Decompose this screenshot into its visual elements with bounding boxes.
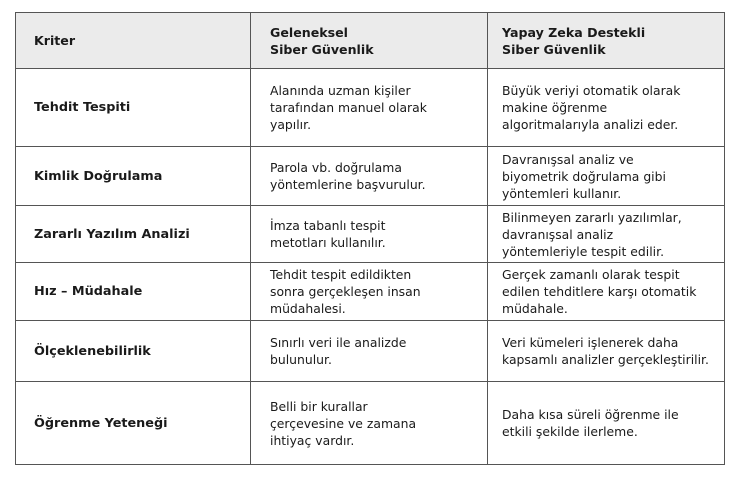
header-ai-line: Siber Güvenlik <box>502 41 606 57</box>
ai-cell <box>488 69 725 147</box>
ai-cell <box>488 321 725 382</box>
table-row <box>16 69 725 147</box>
table-row <box>16 263 725 321</box>
comparison-table <box>15 12 725 465</box>
cell-line: Veri kümeleri işlenerek daha <box>502 335 679 350</box>
cell-line: metotları kullanılır. <box>270 235 386 250</box>
header-ai-line: Yapay Zeka Destekli <box>502 24 646 40</box>
cell-line: tarafından manuel olarak <box>270 100 427 115</box>
header-ai <box>488 13 725 69</box>
header-traditional-line: Geleneksel <box>270 24 348 40</box>
cell-line: Büyük veriyi otomatik olarak <box>502 83 681 98</box>
traditional-cell <box>251 206 488 263</box>
cell-line: yöntemleriyle tespit edilir. <box>502 243 665 259</box>
cell-line: müdahale. <box>502 301 568 316</box>
traditional-cell <box>251 147 488 206</box>
criterion-label: Hız – Müdahale <box>34 284 143 299</box>
cell-line: biyometrik doğrulama gibi <box>502 168 666 184</box>
cell-line: edilen tehditlere karşı otomatik <box>502 284 697 299</box>
traditional-cell <box>251 263 488 321</box>
header-traditional-line: Siber Güvenlik <box>270 41 374 57</box>
criterion-label: Öğrenme Yeteneği <box>34 415 168 431</box>
cell-line: yöntemleri kullanır. <box>502 185 622 201</box>
criterion-label: Kimlik Doğrulama <box>34 168 163 184</box>
cell-line: algoritmalarıyla analizi eder. <box>502 117 679 132</box>
cell-line: Gerçek zamanlı olarak tespit <box>502 267 680 282</box>
cell-line: Daha kısa süreli öğrenme ile <box>502 407 679 422</box>
cell-line: bulunulur. <box>270 352 332 367</box>
ai-cell <box>488 263 725 321</box>
criterion-cell <box>16 206 251 263</box>
cell-line: makine öğrenme <box>502 100 608 115</box>
header-traditional <box>251 13 488 69</box>
table-header-row <box>16 13 725 69</box>
table-row <box>16 321 725 382</box>
cell-line: yöntemlerine başvurulur. <box>270 177 426 192</box>
cell-line: İmza tabanlı tespit <box>270 218 386 233</box>
cell-line: Bilinmeyen zararlı yazılımlar, <box>502 209 682 225</box>
cell-line: çerçevesine ve zamana <box>270 415 417 431</box>
criterion-cell <box>16 321 251 382</box>
cell-line: Belli bir kurallar <box>270 398 368 414</box>
criterion-label: Tehdit Tespiti <box>34 100 131 115</box>
cell-line: yapılır. <box>270 117 312 132</box>
traditional-cell <box>251 321 488 382</box>
criterion-cell <box>16 382 251 465</box>
criterion-cell <box>16 147 251 206</box>
traditional-cell <box>251 69 488 147</box>
criterion-label: Zararlı Yazılım Analizi <box>34 226 190 242</box>
cell-line: Parola vb. doğrulama <box>270 160 402 175</box>
criterion-cell <box>16 263 251 321</box>
cell-line: Sınırlı veri ile analizde <box>270 335 407 350</box>
ai-cell <box>488 382 725 465</box>
cell-line: müdahalesi. <box>270 301 346 316</box>
ai-cell <box>488 206 725 263</box>
table-row <box>16 147 725 206</box>
cell-line: ihtiyaç vardır. <box>270 432 355 448</box>
table-row <box>16 382 725 465</box>
cell-line: Alanında uzman kişiler <box>270 83 411 98</box>
cell-line: sonra gerçekleşen insan <box>270 284 421 299</box>
traditional-cell <box>251 382 488 465</box>
criterion-cell <box>16 69 251 147</box>
criterion-label: Ölçeklenebilirlik <box>34 343 151 359</box>
cell-line: davranışsal analiz <box>502 226 614 242</box>
cell-line: Tehdit tespit edildikten <box>270 267 412 282</box>
header-criterion <box>16 13 251 69</box>
header-criterion-label: Kriter <box>34 33 76 48</box>
cell-line: kapsamlı analizler gerçekleştirilir. <box>502 352 709 367</box>
cell-line: Davranışsal analiz ve <box>502 151 634 167</box>
ai-cell <box>488 147 725 206</box>
cell-line: etkili şekilde ilerleme. <box>502 424 638 439</box>
table-row <box>16 206 725 263</box>
